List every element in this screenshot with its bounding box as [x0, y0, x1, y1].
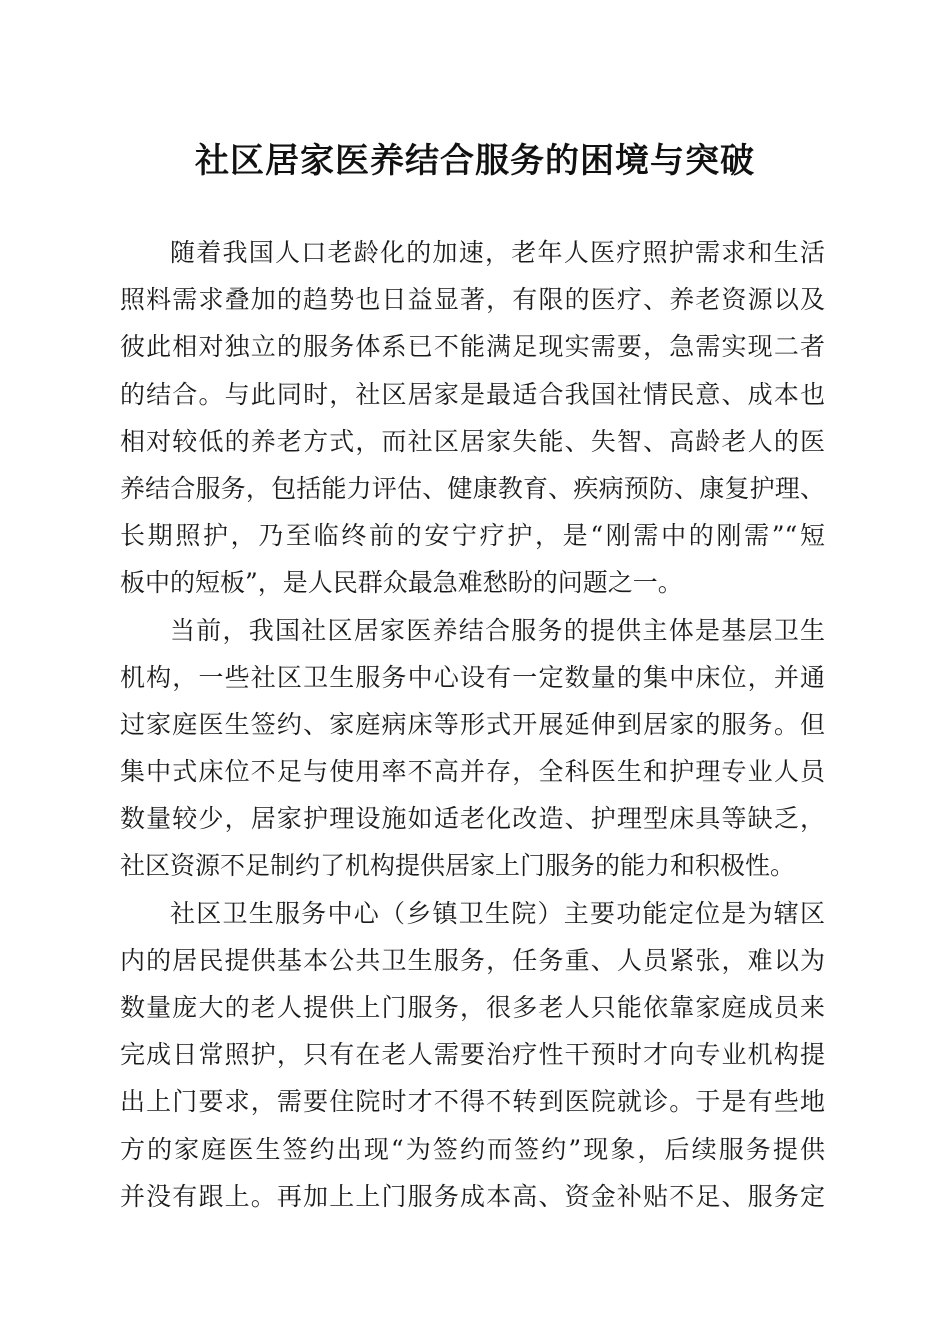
text-line: 并没有跟上。再加上上门服务成本高、资金补贴不足、服务定: [120, 1181, 825, 1211]
text-line: 出上门要求，需要住院时才不得不转到医院就诊。于是有些地: [120, 1087, 825, 1117]
text-line: 数量庞大的老人提供上门服务，很多老人只能依靠家庭成员来: [120, 993, 825, 1022]
paragraph-1: [120, 229, 825, 607]
text-line: 的结合。与此同时，社区居家是最适合我国社情民意、成本也: [120, 379, 825, 409]
document-title: 社区居家医养结合服务的困境与突破: [195, 141, 755, 181]
text-line: 长期照护，乃至临终前的安宁疗护，是“刚需中的刚需”“短: [120, 521, 825, 551]
text-line: 方的家庭医生签约出现“为签约而签约”现象，后续服务提供: [120, 1134, 825, 1164]
text-line: 过家庭医生签约、家庭病床等形式开展延伸到居家的服务。但: [120, 709, 825, 739]
text-line: 完成日常照护，只有在老人需要治疗性干预时才向专业机构提: [120, 1040, 825, 1070]
text-line: 彼此相对独立的服务体系已不能满足现实需要，急需实现二者: [120, 332, 825, 362]
paragraph-3: [120, 890, 825, 1220]
document-body: [120, 229, 825, 1220]
text-line: 照料需求叠加的趋势也日益显著，有限的医疗、养老资源以及: [120, 285, 825, 315]
text-line: 社区卫生服务中心（乡镇卫生院）主要功能定位是为辖区: [170, 898, 825, 928]
text-line: 数量较少，居家护理设施如适老化改造、护理型床具等缺乏，: [120, 804, 825, 834]
text-line: 养结合服务，包括能力评估、健康教育、疾病预防、康复护理、: [120, 473, 825, 503]
text-line: 内的居民提供基本公共卫生服务，任务重、人员紧张，难以为: [120, 945, 825, 975]
text-line: 板中的短板”，是人民群众最急难愁盼的问题之一。: [120, 568, 683, 598]
text-line: 集中式床位不足与使用率不高并存，全科医生和护理专业人员: [120, 757, 825, 787]
text-line: 机构，一些社区卫生服务中心设有一定数量的集中床位，并通: [120, 662, 825, 692]
paragraph-2: [120, 607, 825, 890]
text-line: 社区资源不足制约了机构提供居家上门服务的能力和积极性。: [120, 851, 796, 881]
text-line: 当前，我国社区居家医养结合服务的提供主体是基层卫生: [170, 615, 825, 645]
text-line: 相对较低的养老方式，而社区居家失能、失智、高龄老人的医: [120, 426, 825, 456]
text-line: 随着我国人口老龄化的加速，老年人医疗照护需求和生活: [170, 238, 825, 267]
